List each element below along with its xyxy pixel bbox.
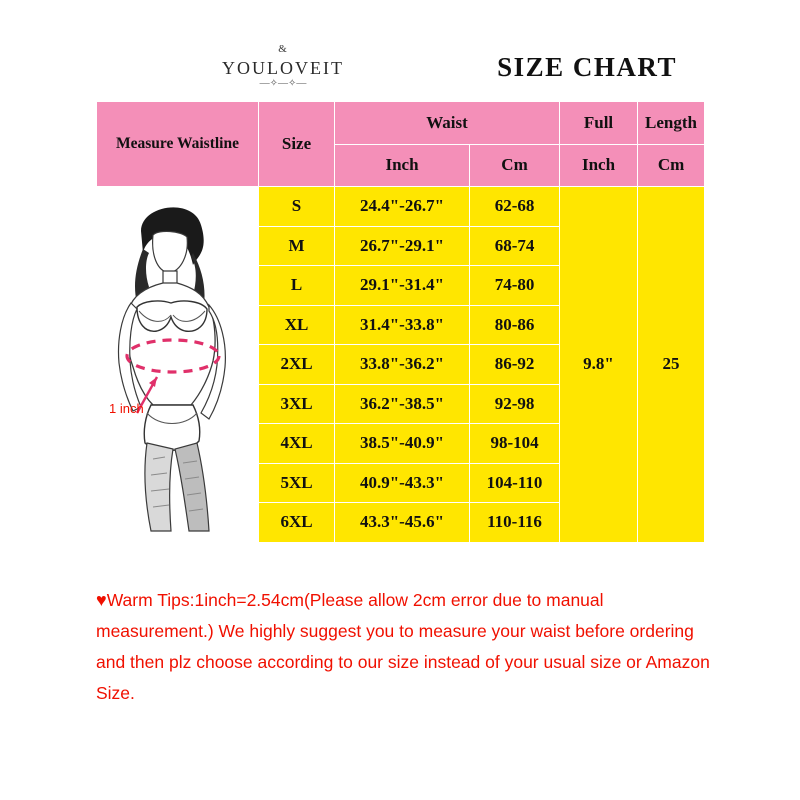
chart-title: SIZE CHART: [497, 51, 677, 82]
chart-title-cell: [470, 33, 705, 102]
cell-size: L: [259, 266, 335, 306]
cell-waist-inch: 26.7"-29.1": [335, 226, 470, 266]
cell-length-cm: 25: [638, 187, 705, 543]
cell-size: M: [259, 226, 335, 266]
chart-title-row: [97, 33, 705, 102]
header-full: Full: [560, 102, 638, 145]
cell-size: 2XL: [259, 345, 335, 385]
cell-waist-cm: 68-74: [470, 226, 560, 266]
table-row: [97, 187, 705, 227]
brand-cell: [97, 33, 470, 102]
cell-size: 5XL: [259, 463, 335, 503]
cell-waist-inch: 36.2"-38.5": [335, 384, 470, 424]
header-full-inch: Inch: [560, 144, 638, 187]
cell-size: XL: [259, 305, 335, 345]
cell-size: 4XL: [259, 424, 335, 464]
brand-logo: [97, 33, 469, 101]
brand-flourish-icon: &: [278, 43, 288, 55]
size-chart-table: [96, 32, 705, 543]
size-chart-container: [96, 32, 704, 543]
cell-waist-inch: 40.9"-43.3": [335, 463, 470, 503]
waistline-illustration-cell: [97, 187, 259, 543]
cell-waist-cm: 74-80: [470, 266, 560, 306]
header-size: Size: [259, 102, 335, 187]
cell-size: S: [259, 187, 335, 227]
heart-icon: ♥: [96, 590, 107, 610]
cell-waist-inch: 43.3"-45.6": [335, 503, 470, 543]
one-inch-annotation: 1 inch: [109, 400, 144, 416]
brand-rule-icon: —✧—✧—: [259, 78, 307, 89]
warm-tips: [96, 585, 726, 709]
header-length-cm: Cm: [638, 144, 705, 187]
cell-waist-cm: 104-110: [470, 463, 560, 503]
header-waist: Waist: [335, 102, 560, 145]
cell-waist-cm: 62-68: [470, 187, 560, 227]
header-measure-waistline: Measure Waistline: [97, 102, 259, 187]
cell-waist-inch: 33.8"-36.2": [335, 345, 470, 385]
brand-name: YOULOVEIT: [222, 58, 344, 78]
header-row-1: [97, 102, 705, 145]
cell-full-inch: 9.8": [560, 187, 638, 543]
cell-waist-inch: 24.4"-26.7": [335, 187, 470, 227]
warm-tips-text: Warm Tips:1inch=2.54cm(Please allow 2cm error due to manual measurement.) We highly suggest you to measure your waist before ordering and then plz choose according to our size instead of your usual size or Amazon Size.: [96, 590, 710, 703]
header-waist-inch: Inch: [335, 144, 470, 187]
cell-waist-cm: 110-116: [470, 503, 560, 543]
cell-waist-cm: 92-98: [470, 384, 560, 424]
header-length: Length: [638, 102, 705, 145]
cell-waist-cm: 86-92: [470, 345, 560, 385]
cell-waist-inch: 31.4"-33.8": [335, 305, 470, 345]
cell-waist-cm: 80-86: [470, 305, 560, 345]
cell-size: 3XL: [259, 384, 335, 424]
header-waist-cm: Cm: [470, 144, 560, 187]
cell-waist-cm: 98-104: [470, 424, 560, 464]
woman-figure-icon: [97, 191, 259, 538]
cell-waist-inch: 38.5"-40.9": [335, 424, 470, 464]
cell-size: 6XL: [259, 503, 335, 543]
cell-waist-inch: 29.1"-31.4": [335, 266, 470, 306]
